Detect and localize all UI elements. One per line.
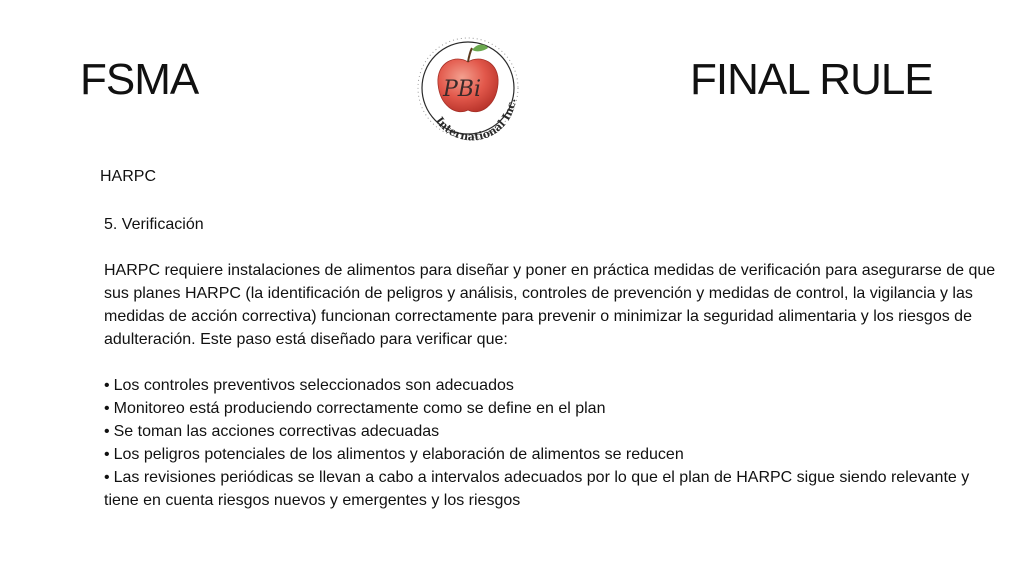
logo-ring-text: International Inc. [432, 97, 519, 144]
list-item: • Las revisiones periódicas se llevan a cabo a intervalos adecuados por lo que el plan de HARPC sigue siendo relevante y tiene en cuenta riesgos nuevos y emergentes y los riesgos [104, 469, 970, 509]
bullet-icon: • [104, 423, 110, 440]
logo-monogram: PBi [442, 77, 482, 102]
list-item: • Los controles preventivos seleccionados son adecuados [104, 377, 514, 394]
section-label: HARPC [100, 168, 157, 185]
slide-body [104, 213, 1004, 512]
list-item: • Monitoreo está produciendo correctamente como se define en el plan [104, 400, 606, 417]
title-final-rule: FINAL RULE [690, 55, 933, 104]
title-fsma: FSMA [80, 55, 199, 104]
description-paragraph: HARPC requiere instalaciones de alimentos para diseñar y poner en práctica medidas de verificación para asegurarse de que sus planes HARPC (la identificación de peligros y análisis, controles de prevención y medidas de control, la vigilancia y las medidas de acción correctiva) funcionan correctamente para prevenir o minimizar la seguridad alimentaria y los riesgos de adulteración. Este paso está diseñado para verificar que: [104, 262, 996, 348]
bullet-icon: • [104, 400, 110, 417]
bullet-list [104, 374, 1004, 512]
bullet-icon: • [104, 469, 110, 486]
company-logo [412, 32, 524, 144]
apple-logo-icon [412, 32, 524, 144]
subheading: 5. Verificación [104, 216, 204, 233]
list-item: • Los peligros potenciales de los alimentos y elaboración de alimentos se reducen [104, 446, 684, 463]
bullet-icon: • [104, 377, 110, 394]
bullet-icon: • [104, 446, 110, 463]
list-item: • Se toman las acciones correctivas adecuadas [104, 423, 440, 440]
